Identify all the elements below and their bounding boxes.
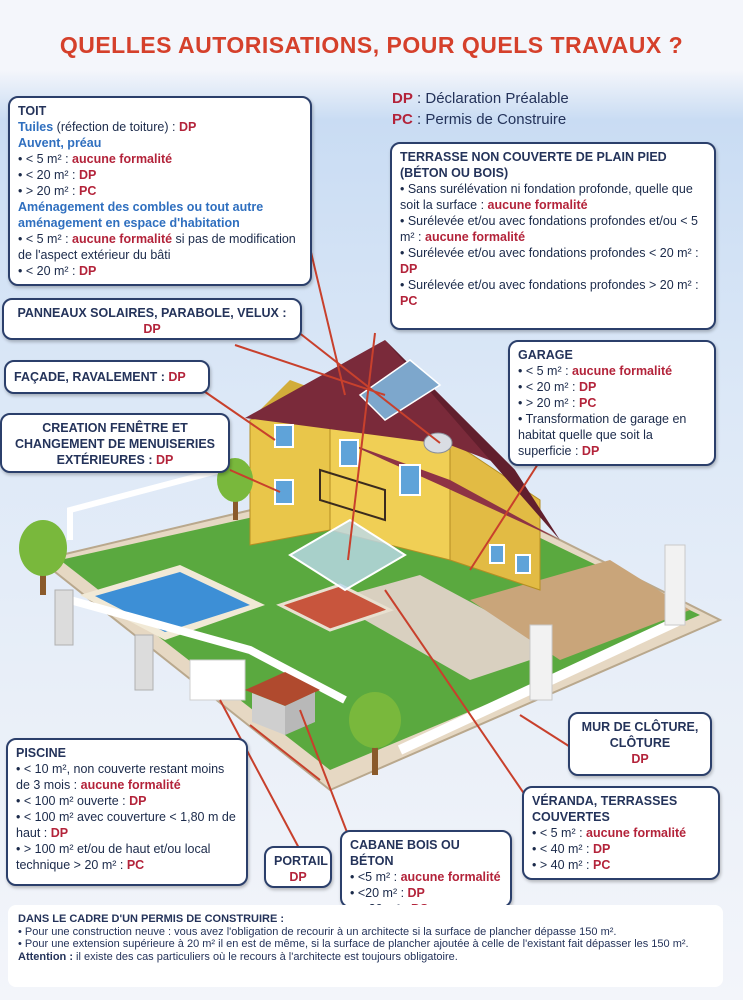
piscine-box: PISCINE • < 10 m², non couverte restant moins de 3 mois : aucune formalité • < 100 m² ouverte : DP • < 100 m² avec couverture < 1,80 m de haut : DP • > 100 m² et/ou de haut et/ou local technique > 20 m² : PC [6,738,248,886]
window-icon [490,545,504,563]
window-icon [275,425,293,447]
tree-icon [349,692,401,748]
window-icon [400,465,420,495]
toit-heading: TOIT [18,104,47,118]
fence-pillar [665,545,685,625]
portail-box: PORTAIL DP [264,846,332,888]
legend [392,88,569,130]
terrasse-heading: TERRASSE NON COUVERTE DE PLAIN PIED (BÉTON OU BOIS) [400,150,667,180]
legend-dp: DP : Déclaration Préalable [392,90,569,107]
garage-box: GARAGE • < 5 m² : aucune formalité • < 20 m² : DP • > 20 m² : PC • Transformation de garage en habitat quelle que soit la superficie : DP [508,340,716,466]
toit-box: TOIT Tuiles (réfection de toiture) : DP Auvent, préau • < 5 m² : aucune formalité • < 20 m² : DP • > 20 m² : PC Aménagement des combles ou tout autre aménagement en espace d'habitation • < 5 m² : aucune formalité si pas de modification de l'aspect extérieur du bâti • < 20 m² : DP [8,96,312,286]
fence-pillar [135,635,153,690]
window-icon [516,555,530,573]
gate-icon [190,660,245,700]
facade-box: FAÇADE, RAVALEMENT : DP [4,360,210,394]
satellite-dish-icon [424,433,452,453]
architect-note: DANS LE CADRE D'UN PERMIS DE CONSTRUIRE : • Pour une construction neuve : vous avez l'obligation de recourir à un architecte si la surface de plancher dépasse 150 m². • Pour une extension supérieure à 20 m² il en est de même, si la surface de plancher ajoutée à celle de l'existant fait dépasser les 150 m². Attention : il existe des cas particuliers où le recours à l'architecte est toujours obligatoire. [8,905,723,987]
terrasse-box: TERRASSE NON COUVERTE DE PLAIN PIED (BÉTON OU BOIS) • Sans surélévation ni fondation profonde, quelle que soit la surface : aucune formalité • Surélevée et/ou avec fondations profondes et/ou < 5 m² : aucune formalité • Surélevée et/ou avec fondations profondes < 20 m² : DP • Surélevée et/ou avec fondations profondes > 20 m² : PC [390,142,716,330]
legend-pc: PC : Permis de Construire [392,111,567,128]
fence-pillar [55,590,73,645]
panneaux-box: PANNEAUX SOLAIRES, PARABOLE, VELUX : DP [2,298,302,340]
mur-box: MUR DE CLÔTURE, CLÔTURE DP [568,712,712,776]
veranda-box: VÉRANDA, TERRASSES COUVERTES • < 5 m² : aucune formalité • < 40 m² : DP • > 40 m² : PC [522,786,720,880]
page-title: QUELLES AUTORISATIONS, POUR QUELS TRAVAUX ? [59,32,684,58]
tree-icon [19,520,67,576]
cabane-box: CABANE BOIS OU BÉTON • <5 m² : aucune formalité • <20 m² : DP [340,830,512,908]
fenetre-box: CREATION FENÊTRE ET CHANGEMENT DE MENUISERIES EXTÉRIEURES : DP [0,413,230,473]
window-icon [340,440,358,466]
fence-pillar [530,625,552,700]
